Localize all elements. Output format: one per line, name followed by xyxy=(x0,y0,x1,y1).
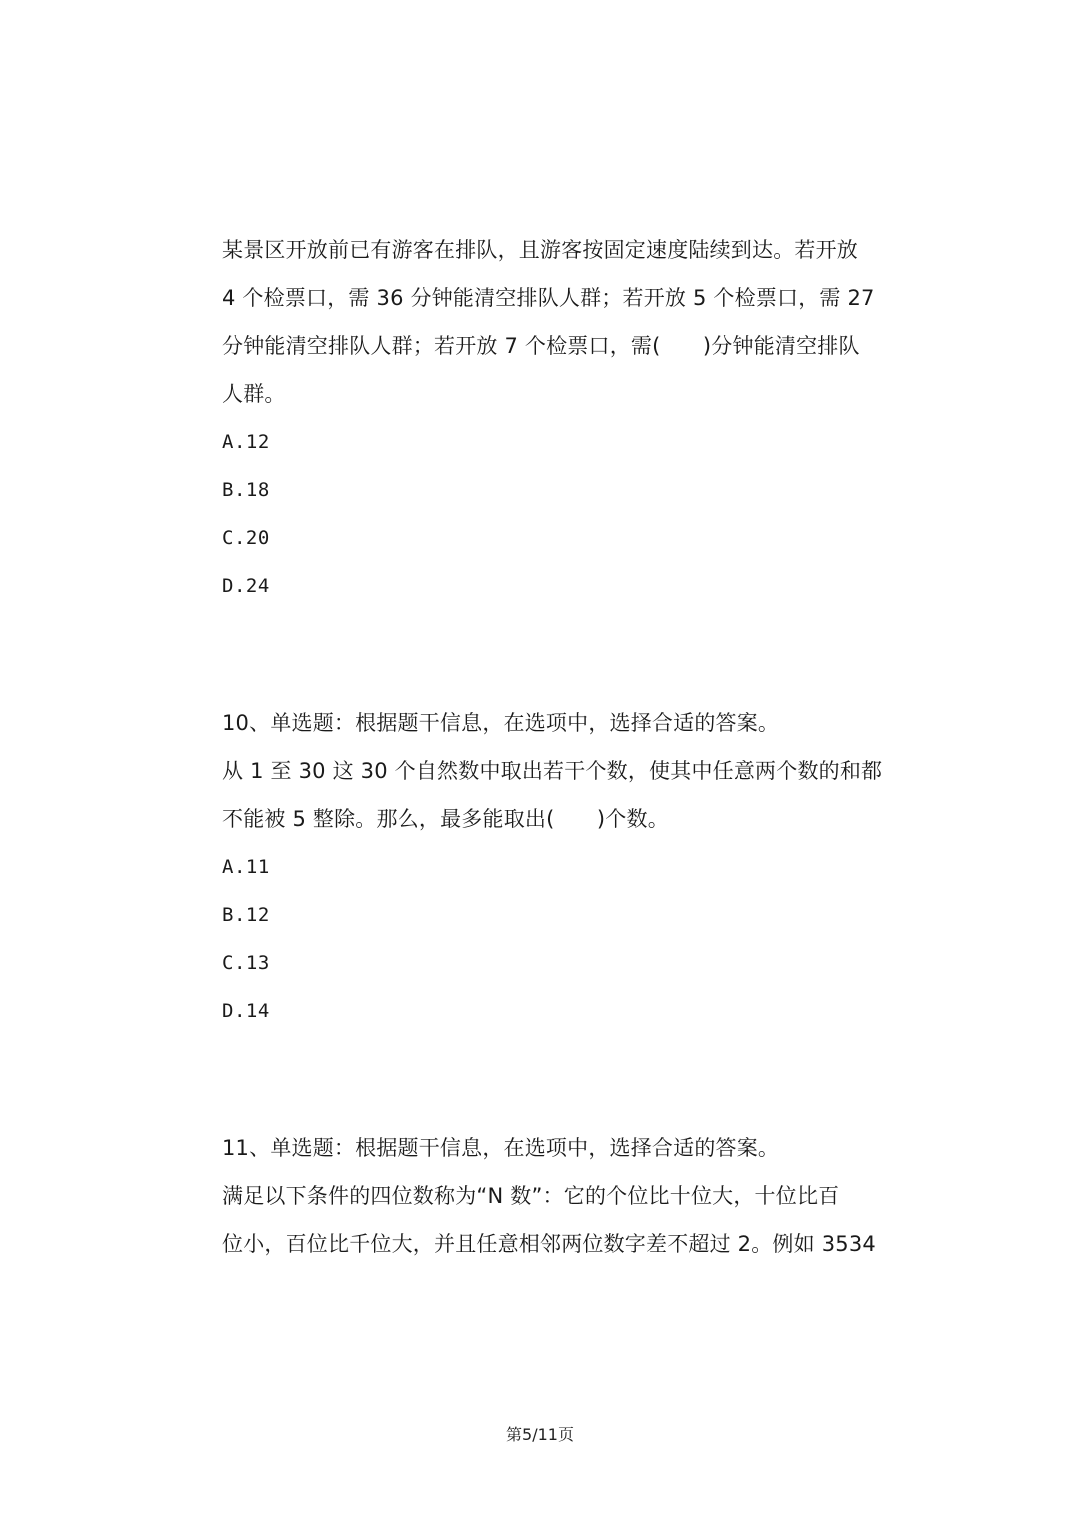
question-9-option-c: C.20 xyxy=(222,527,270,549)
question-10-stem-line: 不能被 5 整除。那么，最多能取出( )个数。 xyxy=(222,807,669,831)
question-9-stem-line: 4 个检票口，需 36 分钟能清空排队人群；若开放 5 个检票口，需 27 xyxy=(222,286,875,310)
question-10-option-c: C.13 xyxy=(222,952,270,974)
question-9-option-b: B.18 xyxy=(222,479,270,501)
question-10 xyxy=(222,699,883,1035)
question-9 xyxy=(222,226,875,610)
question-10-option-a: A.11 xyxy=(222,856,270,878)
page-content xyxy=(222,226,883,1268)
question-10-option-b: B.12 xyxy=(222,904,270,926)
question-11-stem-line: 位小，百位比千位大，并且任意相邻两位数字差不超过 2。例如 3534 xyxy=(222,1232,876,1256)
question-spacer xyxy=(222,610,862,699)
question-9-option-a: A.12 xyxy=(222,431,270,453)
question-11-header: 11、单选题：根据题干信息，在选项中，选择合适的答案。 xyxy=(222,1136,780,1160)
page-number: 第5/11页 xyxy=(506,1425,574,1444)
question-10-option-d: D.14 xyxy=(222,1000,270,1022)
question-9-stem-line: 人群。 xyxy=(222,382,286,406)
question-10-stem-line: 从 1 至 30 这 30 个自然数中取出若干个数，使其中任意两个数的和都 xyxy=(222,759,883,783)
question-11 xyxy=(222,1124,876,1268)
question-10-header: 10、单选题：根据题干信息，在选项中，选择合适的答案。 xyxy=(222,711,780,735)
question-spacer xyxy=(222,1035,862,1124)
question-9-option-d: D.24 xyxy=(222,575,270,597)
question-9-stem-line: 分钟能清空排队人群；若开放 7 个检票口，需( )分钟能清空排队 xyxy=(222,334,860,358)
question-9-stem-line: 某景区开放前已有游客在排队，且游客按固定速度陆续到达。若开放 xyxy=(222,238,858,262)
question-11-stem-line: 满足以下条件的四位数称为“N 数”：它的个位比十位大，十位比百 xyxy=(222,1184,840,1208)
